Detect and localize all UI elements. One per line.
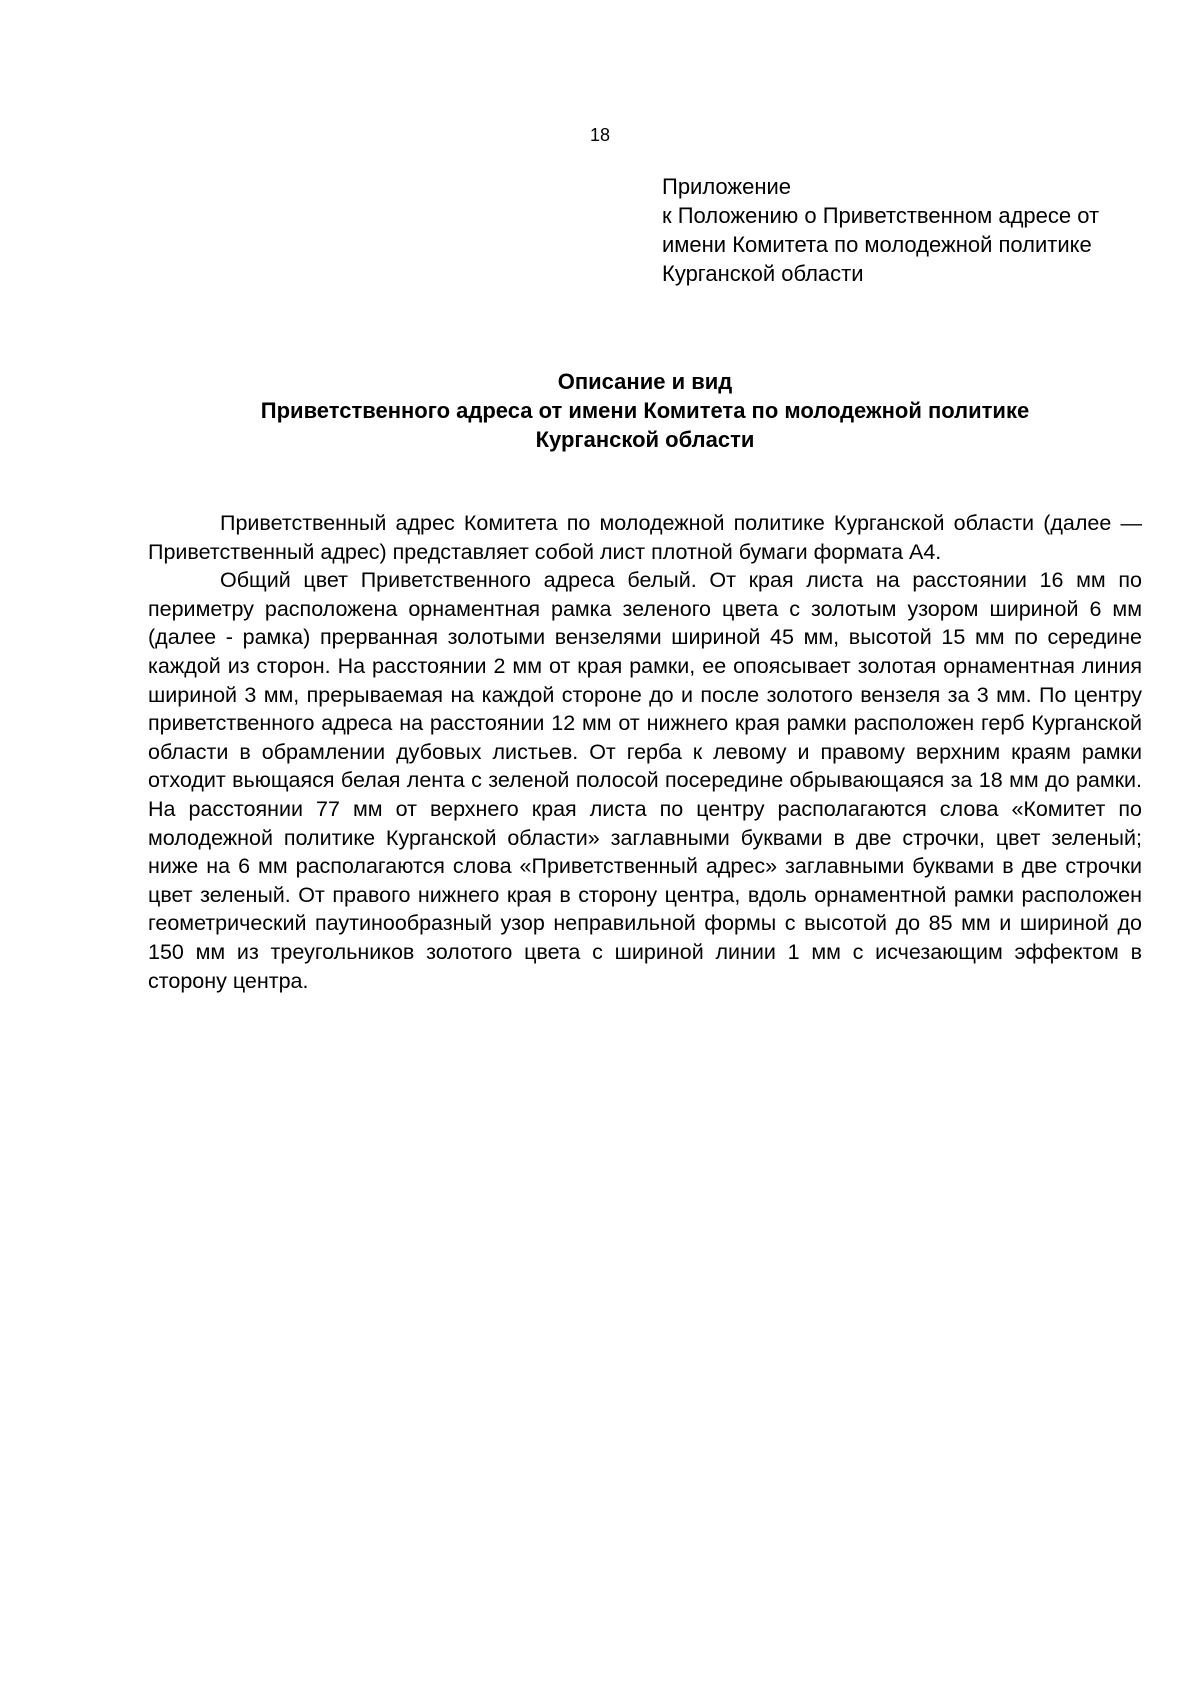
- document-body: [148, 509, 1142, 995]
- document-title: [0, 367, 1200, 454]
- title-line: Описание и вид: [557, 369, 733, 394]
- appendix-note: [662, 172, 1152, 288]
- title-line: Курганской области: [535, 427, 755, 452]
- appendix-line: к Положению о Приветственном адресе от: [662, 203, 1100, 228]
- title-line: Приветственного адреса от имени Комитета по молодежной политике: [260, 398, 1030, 423]
- page-number: 18: [589, 125, 611, 145]
- body-paragraph: Общий цвет Приветственного адреса белый. От края листа на расстоянии 16 мм по периметру расположена орнаментная рамка зеленого цвета с золотым узором шириной 6 мм (далее - рамка) прерванная золотыми вензелями шириной 45 мм, высотой 15 мм по середине каждой из сторон. На расстоянии 2 мм от края рамки, ее опоясывает золотая орнаментная линия шириной 3 мм, прерываемая на каждой стороне до и после золотого вензеля за 3 мм. По центру приветственного адреса на расстоянии 12 мм от нижнего края рамки расположен герб Курганской области в обрамлении дубовых листьев. От герба к левому и правому верхним краям рамки отходит вьющаяся белая лента с зеленой полосой посередине обрывающаяся за 18 мм до рамки. На расстоянии 77 мм от верхнего края листа по центру располагаются слова «Комитет по молодежной политике Курганской области» заглавными буквами в две строчки, цвет зеленый; ниже на 6 мм располагаются слова «Приветственный адрес» заглавными буквами в две строчки цвет зеленый. От правого нижнего края в сторону центра, вдоль орнаментной рамки расположен геометрический паутинообразный узор неправильной формы с высотой до 85 мм и шириной до 150 мм из треугольников золотого цвета с шириной линии 1 мм с исчезающим эффектом в сторону центра.: [148, 568, 1142, 993]
- body-paragraph: Приветственный адрес Комитета по молодежной политике Курганской области (далее — Приветственный адрес) представляет собой лист плотной бумаги формата А4.: [148, 511, 1142, 564]
- appendix-line: Приложение: [662, 174, 792, 199]
- appendix-line: имени Комитета по молодежной политике: [662, 232, 1092, 257]
- appendix-line: Курганской области: [662, 261, 864, 286]
